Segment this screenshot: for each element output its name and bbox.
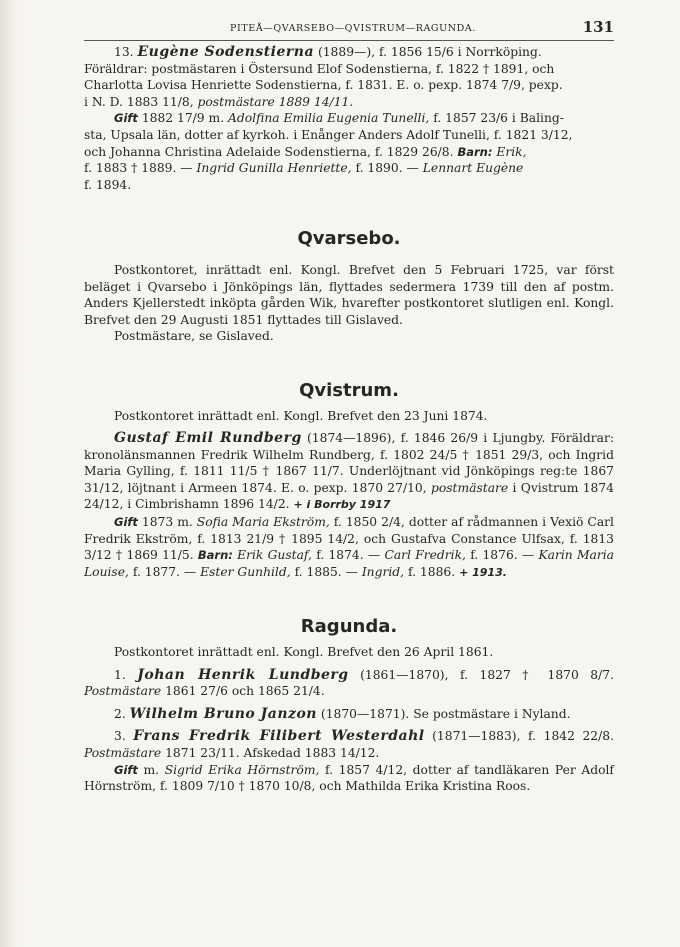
entry-text: f. 1857 4/12, dotter af tandläkaren Per Adolf Hörnström, f. 1809 7/10 † 1870 10/8, och Mathilda Erika Kristina Roos.	[84, 762, 614, 794]
entry-years: (1889—),	[317, 45, 376, 59]
entry-westerdahl	[84, 728, 614, 761]
entry-text: Postmästare	[84, 746, 162, 760]
entry-rundberg	[84, 430, 614, 514]
entry-text: sta, Upsala län, dotter af kyrkoh. i Enånger Anders Adolf Tunelli, f. 1821 3/12,	[84, 127, 573, 142]
gift-label: Gift	[114, 515, 138, 530]
person-name: Eugène Sodenstierna	[137, 44, 315, 60]
entry-text: och Johanna Christina Adelaide Sodenstierna, f. 1829 26/8.	[84, 144, 454, 159]
spouse-name: Adolfina Emilia Eugenia Tunelli,	[228, 111, 430, 126]
entry-text: f. 1883 † 1889. —	[84, 161, 193, 176]
entry-text: (1871—1883), f. 1842 22/8.	[432, 729, 614, 744]
entry-text: Föräldrar: postmästaren i Östersund Elof Sodenstierna, f. 1822 † 1891, och	[84, 61, 555, 76]
entry-text: f. 1885. —	[294, 564, 358, 579]
entry-text: (1870—1871). Se postmästare i Nyland.	[320, 706, 571, 721]
entry-janzon	[84, 706, 614, 723]
entry-text: 1873 m.	[141, 515, 193, 530]
barn-label: Barn:	[457, 144, 493, 159]
child-name: Erik Gustaf,	[237, 548, 312, 563]
child-name: Ingrid,	[361, 564, 405, 579]
person-name: Johan Henrik Lundberg	[137, 666, 349, 683]
entry-text: 1861 27/6 och 1865 21/4.	[165, 684, 325, 699]
entry-text: f. 1886.	[408, 564, 456, 579]
section-heading-qvistrum: Qvistrum.	[299, 379, 399, 401]
ragunda-intro: Postkontoret inrättadt enl. Kongl. Brefvet den 26 April 1861.	[114, 645, 494, 660]
entry-years: (1874—1896), f. 1846 26/9 i Ljungby.	[307, 431, 546, 446]
entry-number: 1.	[114, 667, 126, 682]
gift-label: Gift	[114, 762, 138, 777]
entry-text: Postmästare	[84, 684, 162, 699]
entry-birth: f. 1856 15/6 i Norrköping.	[378, 45, 542, 59]
qvarsebo-note: Postmästare, se Gislaved.	[114, 329, 274, 344]
child-name: Carl Fredrik,	[384, 548, 466, 563]
entry-text: i Qvistrum 1874 24/12, i Cimbrishamn 1896 14/2.	[84, 480, 614, 512]
entry-number: 3.	[114, 729, 126, 744]
entry-text: i N. D. 1883 11/8,	[84, 94, 194, 109]
section-heading-ragunda: Ragunda.	[300, 616, 398, 638]
person-name: Gustaf Emil Rundberg	[114, 430, 302, 447]
entry-text: f. 1850 2/4, dotter af rådmannen i Vexiö Carl Fredrik Ekström, f. 1813 21/9 † 1895 14/2, och Gustafva Constance Ulfsax, f. 1813 3/12 † 1869 11/5.	[84, 515, 614, 563]
entry-text: f. 1877. —	[132, 564, 197, 579]
child-name: Karin Maria Louise,	[84, 548, 615, 579]
entry-sodenstierna	[84, 44, 614, 193]
entry-number: 2.	[114, 706, 126, 721]
running-header	[84, 20, 614, 41]
entry-text: f. 1874. —	[316, 548, 381, 563]
entry-lundberg	[84, 667, 614, 700]
header-title: PITEÅ—QVARSEBO—QVISTRUM—RAGUNDA.	[230, 23, 476, 34]
entry-text: f. 1876. —	[470, 548, 535, 563]
qvistrum-intro: Postkontoret inrättadt enl. Kongl. Brefvet den 23 Juni 1874.	[114, 408, 488, 423]
child-name: Erik,	[496, 144, 527, 159]
entry-text: f. 1890. —	[355, 161, 419, 176]
handwritten-note: + i Borrby 1917	[293, 498, 391, 512]
barn-label: Barn:	[197, 548, 233, 563]
child-name: Ester Gunhild,	[200, 564, 291, 579]
child-name: Lennart Eugène	[422, 161, 524, 176]
gift-label: Gift	[114, 111, 138, 126]
child-name: Ingrid Gunilla Henriette,	[196, 161, 352, 176]
person-name: Wilhelm Bruno Janzon	[129, 705, 317, 722]
page-number: 131	[582, 18, 614, 36]
handwritten-note: + 1913.	[459, 565, 507, 579]
entry-number: 13.	[114, 45, 134, 59]
spouse-name: Sofia Maria Ekström,	[196, 515, 330, 530]
entry-text: m.	[143, 762, 160, 777]
section-heading-qvarsebo: Qvarsebo.	[297, 228, 401, 250]
entry-text: Föräldrar: kronolänsmannen Fredrik Wilhelm Rundberg, f. 1802 24/5 † 1851 29/3, och Ingrid Maria Gylling, f. 1811 11/5 † 1867 11/7. Underlöjtnant vid Jönköpings reg:te 1867 31/12, löjtnant i Armeen 1874. E. o. pexp. 1870 27/10,	[84, 431, 614, 495]
spouse-name: Sigrid Erika Hörnström,	[164, 762, 320, 777]
page-edge-shadow	[0, 0, 18, 947]
entry-text: Charlotta Lovisa Henriette Sodenstierna, f. 1831. E. o. pexp. 1874 7/9, pexp.	[84, 78, 563, 93]
entry-text: f. 1857 23/6 i Baling-	[433, 111, 564, 126]
entry-text: f. 1894.	[84, 177, 132, 192]
page-content	[84, 44, 614, 795]
person-name: Frans Fredrik Filibert Westerdahl	[133, 728, 425, 745]
entry-text: (1861—1870), f. 1827 † 1870 8/7.	[360, 667, 614, 682]
qvarsebo-paragraph: Postkontoret, inrättadt enl. Kongl. Brefvet den 5 Februari 1725, var först beläget i Qvarsebo i Jönköpings län, flyttades sedermera 1739 till den af postm. Anders Kjellerstedt inköpta gården Wik, hvarefter postkontoret slutligen enl. Kongl. Brefvet den 29 Augusti 1851 flyttades till Gislaved.	[84, 262, 614, 327]
entry-text: 1871 23/11. Afskedad 1883 14/12.	[165, 746, 380, 760]
entry-text: 1882 17/9 m.	[141, 111, 225, 126]
entry-text: postmästare	[430, 480, 509, 495]
entry-text: postmästare 1889 14/11.	[197, 94, 354, 109]
